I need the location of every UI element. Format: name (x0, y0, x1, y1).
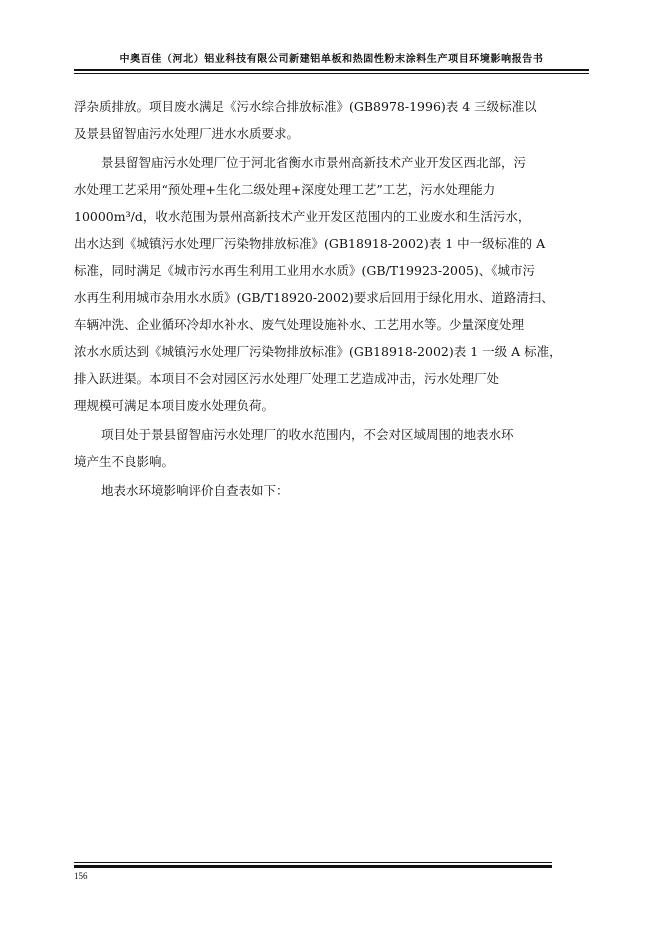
paragraph-line: 浓水水质达到《城镇污水处理厂污染物排放标准》(GB18918-2002)表 1 一级 A 标准， (74, 344, 562, 359)
header-rule (74, 69, 589, 71)
page-header-title: 中奥百佳（河北）铝业科技有限公司新建铝单板和热固性粉末涂料生产项目环境影响报告书 (119, 54, 544, 65)
paragraph-line: 景县留智庙污水处理厂位于河北省衡水市景州高新技术产业开发区西北部，污 (101, 155, 527, 170)
paragraph-line: 10000m³/d，收水范围为景州高新技术产业开发区范围内的工业废水和生活污水， (74, 209, 531, 224)
footer-rule (74, 862, 552, 863)
paragraph-line: 理规模可满足本项目废水处理负荷。 (74, 398, 275, 413)
paragraph-line: 排入跃进渠。本项目不会对园区污水处理厂处理工艺造成冲击，污水处理厂处 (74, 371, 500, 386)
paragraph-line: 及景县留智庙污水处理厂进水水质要求。 (74, 126, 300, 141)
paragraph-line: 浮杂质排放。项目废水满足《污水综合排放标准》(GB8978-1996)表 4 三级标准以 (74, 99, 537, 114)
paragraph-line: 境产生不良影响。 (74, 454, 175, 469)
paragraph-line: 地表水环境影响评价自查表如下： (101, 483, 289, 498)
footer-rule-secondary (74, 865, 552, 868)
paragraph-line: 车辆冲洗、企业循环冷却水补水、废气处理设施补水、工艺用水等。少量深度处理 (74, 317, 525, 332)
paragraph-line: 项目处于景县留智庙污水处理厂的收水范围内，不会对区域周围的地表水环 (101, 427, 514, 442)
paragraph-line: 标准，同时满足《城市污水再生利用工业用水水质》(GB/T19923-2005)、《城市污 (74, 263, 536, 278)
header-rule-secondary (74, 73, 589, 74)
paragraph-line: 水再生利用城市杂用水水质》(GB/T18920-2002)要求后回用于绿化用水、道路清扫、 (74, 290, 554, 305)
paragraph-line: 水处理工艺采用“预处理+生化二级处理+深度处理工艺”工艺，污水处理能力 (74, 182, 496, 197)
paragraph-line: 出水达到《城镇污水处理厂污染物排放标准》(GB18918-2002)表 1 中一级标准的 A (74, 236, 546, 251)
page-number: 156 (74, 871, 88, 881)
